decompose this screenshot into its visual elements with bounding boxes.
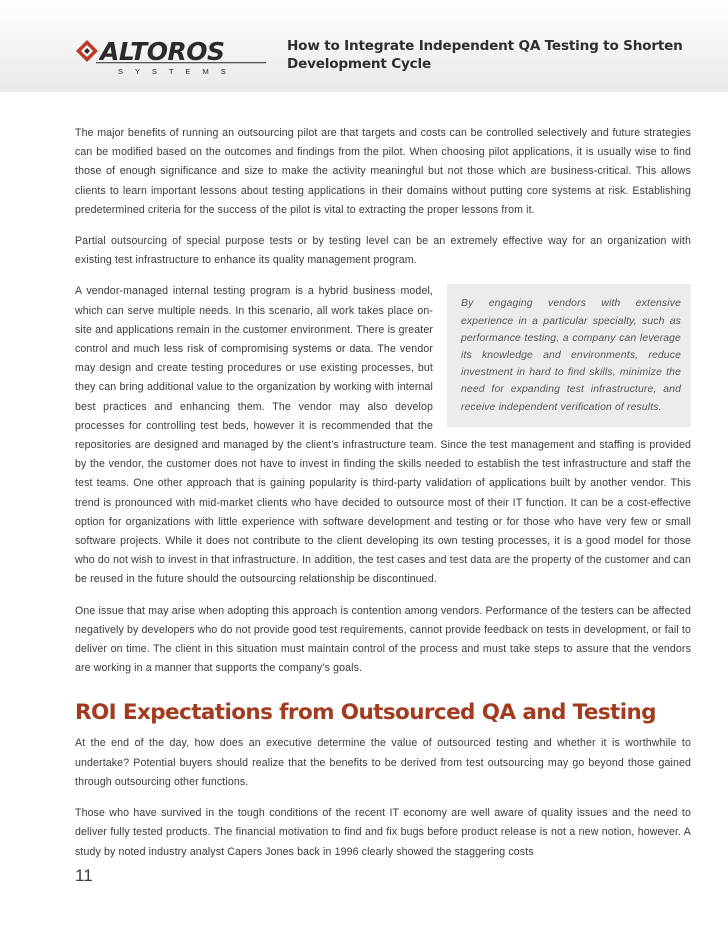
- section-heading-roi: ROI Expectations from Outsourced QA and Testing: [75, 700, 656, 726]
- document-title-line-1: How to Integrate Independent QA Testing to Shorten: [287, 38, 683, 54]
- altoros-logo: [74, 36, 274, 82]
- paragraph-vendor-contention: One issue that may arise when adopting this approach is contention among vendors. Performance of the testers can be affected negatively by developers who do not provide good test requirements, cannot provide feedback on tests in development, or fail to deliver on time. The client in this situation must maintain control of the process and must take steps to assure that the vendors are working in a manner that supports the company’s goals.: [75, 604, 691, 675]
- main-content: [75, 124, 691, 862]
- page-header: [0, 0, 728, 92]
- altoros-logo-icon: [74, 36, 274, 82]
- document-title: [287, 37, 687, 73]
- page-number: 11: [75, 866, 93, 885]
- paragraph-pilot-benefits: The major benefits of running an outsourcing pilot are that targets and costs can be controlled selectively and future strategies can be modified based on the outcomes and findings from the pilot. When choosing pilot applications, it is usually wise to find those of enough significance and size to make the activity meaningful but not those which are business-critical. This allows clients to learn important lessons about testing applications in their domains without putting core systems at risk. Establishing predetermined criteria for the success of the pilot is vital to extracting the proper lessons from it.: [75, 127, 691, 216]
- logo-wordmark: ALTOROS: [100, 37, 225, 66]
- paragraph-quality-costs: Those who have survived in the tough conditions of the recent IT economy are well aware of quality issues and the need to deliver fully tested products. The financial motivation to find and fix bugs before product release is not a new notion, however. A study by noted industry analyst Capers Jones back in 1996 clearly showed the staggering costs: [75, 807, 691, 858]
- document-title-line-2: Development Cycle: [287, 56, 431, 72]
- paragraph-vendor-managed: A vendor-managed internal testing program is a hybrid business model, which can serve multiple needs. In this scenario, all work takes place on-site and applications remain in the customer environment. There is greater control and much less risk of compromising systems or data. The vendor may design and create testing procedures or use existing processes, but they can bring additional value to the organization by working with internal best practices and enhancing them. The vendor may also develop processes for controlling test beds, however it is recommended that the repositories are designed and managed by the client’s infrastructure team. Since the test management and staffing is provided by the vendor, the customer does not have to invest in finding the skills needed to establish the test infrastructure and staff the test teams. One other approach that is gaining popularity is third-party validation of applications built by another vendor. This trend is pronounced with mid-market clients who have decided to outsource most of their IT function. It can be a cost-effective option for organizations with little experience with software development and testing or for those who have very few or small software projects. While it does not contribute to the client developing its own testing processes, it is a good model for those who do not wish to invest in that infrastructure. In addition, the test cases and test data are the property of the customer and can be reused in the future should the outsourcing relationship be discontinued.: [75, 285, 691, 586]
- sidebar-quote: By engaging vendors with extensive experience in a particular specialty, such as performance testing, a company can leverage its knowledge and environments, reduce investment in hard to find skills, minimize the need for expanding test infrastructure, and receive independent verification of results.: [447, 284, 691, 426]
- paragraph-partial-outsourcing: Partial outsourcing of special purpose tests or by testing level can be an extremely effective way for an organization with existing test infrastructure to enhance its quality management program.: [75, 235, 691, 267]
- paragraph-roi-value: At the end of the day, how does an executive determine the value of outsourced testing and whether it is worthwhile to undertake? Potential buyers should realize that the benefits to be derived from test outsourcing may go beyond those gained through outsourcing other functions.: [75, 737, 691, 788]
- logo-tagline: S Y S T E M S: [118, 67, 231, 76]
